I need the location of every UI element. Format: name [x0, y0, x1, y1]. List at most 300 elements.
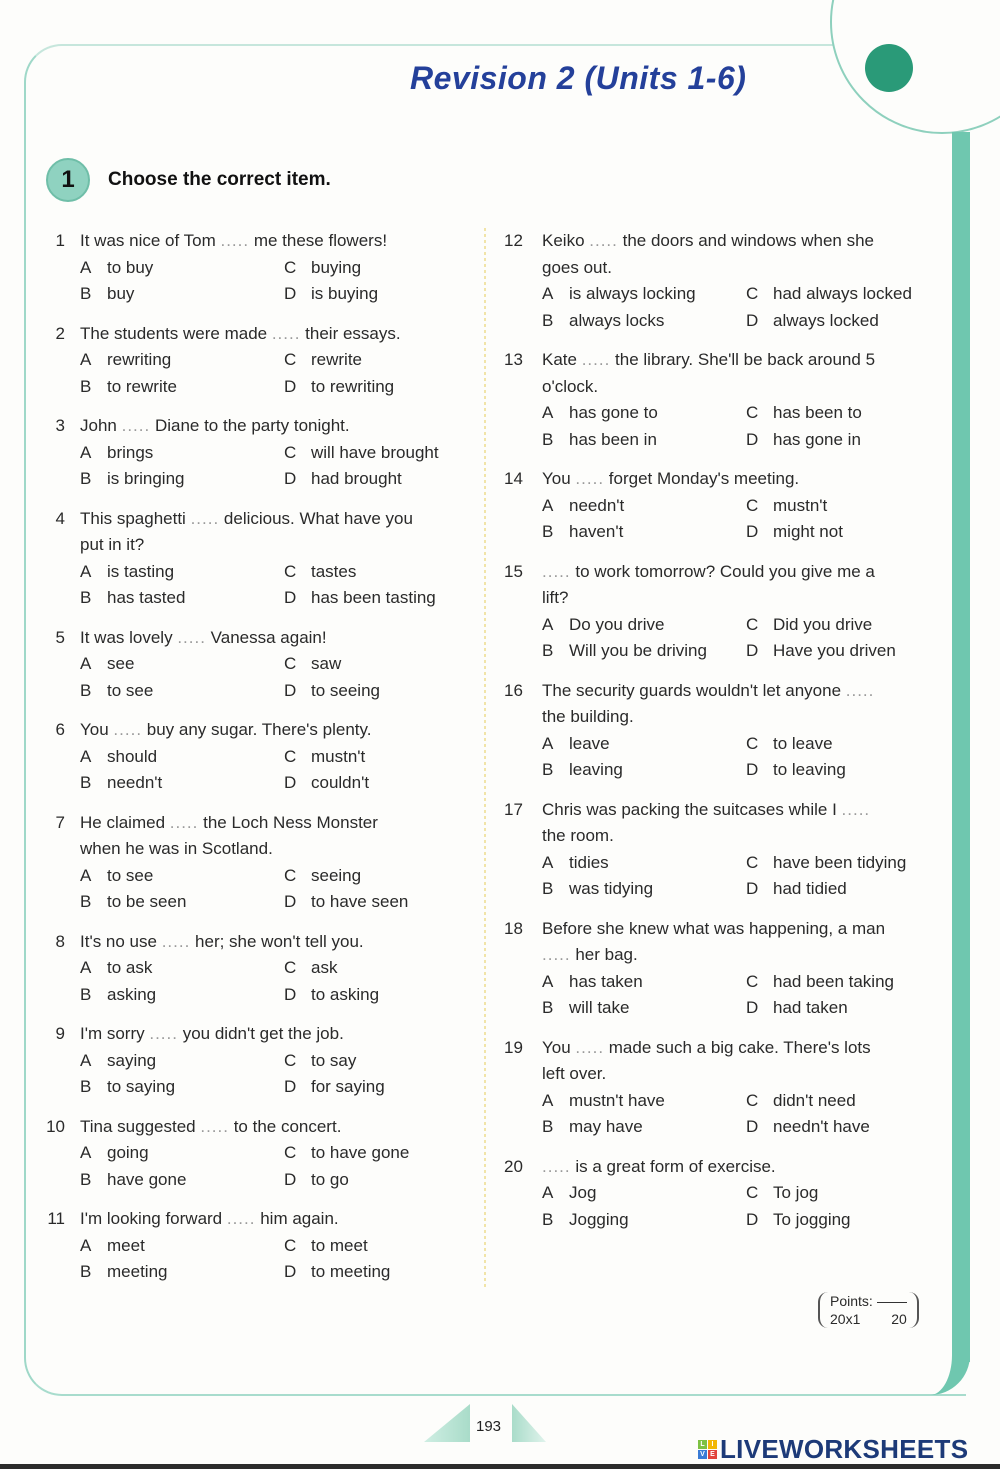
question-number: 17	[504, 799, 523, 819]
option-text: have gone	[107, 1169, 187, 1189]
option-d[interactable]	[284, 281, 466, 308]
question-text-before: You	[542, 469, 576, 488]
option-c[interactable]	[284, 955, 466, 982]
option-c[interactable]	[284, 255, 466, 282]
option-letter: C	[284, 746, 297, 766]
option-d[interactable]	[284, 1259, 466, 1286]
option-letter: A	[80, 958, 92, 977]
option-b[interactable]	[542, 308, 746, 335]
option-d[interactable]	[284, 889, 466, 916]
question-text	[80, 717, 371, 744]
question-item	[504, 1154, 934, 1234]
option-a[interactable]	[80, 255, 284, 282]
question-text-wrap: o'clock.	[542, 376, 599, 396]
option-letter: B	[542, 760, 554, 779]
option-a[interactable]	[542, 400, 746, 427]
option-a[interactable]	[542, 850, 746, 877]
question-text-after: her bag.	[570, 945, 638, 964]
option-c[interactable]	[746, 850, 934, 877]
question-number: 8	[55, 931, 65, 951]
option-text: to meet	[311, 1235, 368, 1255]
option-text: Do you drive	[569, 614, 665, 634]
option-b[interactable]	[80, 982, 284, 1009]
option-text: To jogging	[773, 1209, 851, 1229]
option-text: tidies	[569, 852, 609, 872]
answer-blank[interactable]: .....	[542, 561, 571, 581]
option-letter: C	[746, 495, 759, 515]
option-b[interactable]	[542, 427, 746, 454]
option-letter: D	[284, 984, 297, 1004]
question-number: 18	[504, 918, 523, 938]
option-text: to rewrite	[107, 376, 177, 396]
option-d[interactable]	[746, 757, 934, 784]
option-d[interactable]	[284, 678, 466, 705]
option-letter: D	[284, 376, 297, 396]
option-c[interactable]	[746, 731, 934, 758]
option-letter: C	[746, 403, 759, 422]
answer-blank[interactable]: .....	[121, 416, 151, 435]
question-text	[542, 466, 799, 493]
option-c[interactable]	[746, 1088, 934, 1115]
option-text: to seeing	[311, 680, 380, 700]
option-c[interactable]	[284, 863, 466, 890]
option-letter: B	[80, 984, 92, 1004]
option-b[interactable]	[80, 585, 284, 612]
option-text: needn't	[107, 773, 163, 792]
option-letter: A	[80, 350, 92, 369]
question-stem	[504, 797, 934, 824]
option-letter: B	[80, 376, 92, 396]
answer-options	[46, 440, 466, 493]
option-letter: A	[542, 1183, 554, 1202]
question-text	[542, 1035, 871, 1062]
option-c[interactable]	[284, 1233, 466, 1260]
answer-blank[interactable]: .....	[542, 1156, 571, 1176]
option-c[interactable]	[746, 400, 934, 427]
option-c[interactable]	[746, 281, 934, 308]
question-text-after: buy any sugar. There's plenty.	[142, 720, 372, 739]
answer-options	[46, 1048, 466, 1101]
exercise-number-badge: 1	[46, 158, 90, 202]
option-letter: B	[80, 1262, 92, 1281]
question-stem	[504, 559, 934, 586]
answer-options	[504, 493, 934, 546]
option-c[interactable]	[284, 440, 466, 467]
option-d[interactable]	[284, 770, 466, 797]
option-b[interactable]	[542, 1114, 746, 1141]
question-text-wrap: when he was in Scotland.	[80, 839, 273, 858]
question-stem	[504, 347, 934, 374]
question-item	[46, 228, 466, 308]
option-a[interactable]	[80, 1140, 284, 1167]
exercise-instruction: Choose the correct item.	[108, 169, 331, 190]
option-text: saying	[107, 1050, 157, 1070]
answer-blank[interactable]: .....	[169, 812, 199, 832]
answer-blank[interactable]: .....	[190, 508, 220, 528]
option-a[interactable]	[80, 559, 284, 586]
option-letter: C	[746, 733, 759, 753]
question-text	[80, 625, 327, 652]
option-a[interactable]	[80, 1048, 284, 1075]
option-a[interactable]	[80, 744, 284, 771]
option-b[interactable]	[80, 1167, 284, 1194]
answer-options	[46, 955, 466, 1008]
option-text: has tasted	[107, 588, 186, 607]
question-number: 7	[55, 812, 65, 832]
answer-options	[46, 651, 466, 704]
option-letter: C	[284, 1235, 297, 1255]
option-c[interactable]	[284, 1140, 466, 1167]
question-number: 2	[55, 323, 65, 343]
question-text-continued	[504, 585, 934, 612]
question-text-before: Chris was packing the suitcases while I	[542, 799, 842, 819]
option-letter: B	[542, 429, 554, 449]
option-letter: A	[542, 852, 554, 872]
question-item	[504, 347, 934, 453]
answer-blank[interactable]: .....	[589, 231, 618, 250]
question-number: 12	[504, 231, 523, 250]
question-text-after: the doors and windows when she	[617, 231, 874, 250]
option-b[interactable]	[542, 757, 746, 784]
question-text-after: delicious. What have you	[219, 508, 413, 528]
question-text-before: It's no use	[80, 931, 162, 951]
question-text-before: It was nice of Tom	[80, 231, 221, 250]
option-letter: B	[542, 1209, 554, 1229]
question-stem	[46, 228, 466, 255]
question-number: 4	[55, 508, 65, 528]
answer-blank[interactable]: .....	[841, 799, 871, 819]
question-text-continued	[504, 1061, 934, 1088]
option-letter: D	[284, 1077, 297, 1096]
option-text: to saying	[107, 1077, 176, 1096]
option-text: might not	[773, 522, 843, 541]
question-text	[80, 1206, 339, 1233]
question-item	[46, 1206, 466, 1286]
answer-options	[504, 400, 934, 453]
option-text: going	[107, 1143, 149, 1162]
question-text	[542, 228, 874, 255]
question-text	[80, 810, 378, 837]
option-a[interactable]	[542, 969, 746, 996]
option-letter: D	[746, 1209, 759, 1229]
option-text: to see	[107, 680, 154, 700]
question-item	[46, 625, 466, 705]
option-text: had tidied	[773, 879, 847, 898]
option-a[interactable]	[542, 493, 746, 520]
option-text: haven't	[569, 522, 624, 541]
option-a[interactable]	[80, 955, 284, 982]
option-a[interactable]	[80, 1233, 284, 1260]
option-a[interactable]	[542, 1180, 746, 1207]
option-a[interactable]	[80, 651, 284, 678]
question-stem	[504, 916, 934, 943]
question-text-after: him again.	[255, 1209, 339, 1228]
option-b[interactable]	[542, 638, 746, 665]
answer-blank[interactable]: .....	[149, 1024, 178, 1043]
question-text-before: I'm looking forward	[80, 1209, 227, 1228]
answer-blank[interactable]: .....	[845, 680, 875, 700]
option-letter: B	[542, 879, 554, 898]
question-number: 5	[55, 627, 65, 647]
option-d[interactable]	[746, 995, 934, 1022]
answer-blank[interactable]: .....	[542, 945, 571, 964]
answer-blank[interactable]: .....	[113, 720, 143, 739]
option-a[interactable]	[80, 440, 284, 467]
option-text: needn't have	[773, 1117, 870, 1136]
question-stem	[504, 1154, 934, 1181]
question-text-before: I'm sorry	[80, 1024, 150, 1043]
question-text-continued	[46, 532, 466, 559]
question-text-before: He claimed	[80, 812, 170, 832]
option-letter: C	[284, 865, 297, 885]
option-a[interactable]	[542, 612, 746, 639]
option-letter: A	[80, 257, 92, 277]
option-text: to leaving	[773, 760, 846, 779]
option-c[interactable]	[284, 347, 466, 374]
option-text: seeing	[311, 865, 362, 885]
option-d[interactable]	[284, 982, 466, 1009]
question-item	[504, 1035, 934, 1141]
answer-options	[504, 731, 934, 784]
question-text-before: The security guards wouldn't let anyone	[542, 680, 846, 700]
option-letter: A	[542, 403, 554, 422]
question-text-after: Vanessa again!	[205, 627, 327, 647]
answer-blank[interactable]: .....	[581, 350, 611, 369]
option-letter: C	[746, 1183, 759, 1202]
answer-options	[46, 863, 466, 916]
option-b[interactable]	[80, 770, 284, 797]
option-letter: D	[284, 588, 297, 607]
option-c[interactable]	[746, 969, 934, 996]
answer-options	[504, 1088, 934, 1141]
option-b[interactable]	[80, 374, 284, 401]
option-text: had been taking	[773, 971, 894, 991]
question-item	[46, 1114, 466, 1194]
option-a[interactable]	[80, 863, 284, 890]
question-text-after: her; she won't tell you.	[190, 931, 364, 951]
option-d[interactable]	[284, 585, 466, 612]
option-letter: B	[542, 310, 554, 330]
question-text-after: to the concert.	[228, 1116, 342, 1136]
question-item	[46, 321, 466, 401]
question-text-before: Kate	[542, 350, 582, 369]
option-letter: A	[80, 561, 92, 581]
option-text: was tidying	[569, 879, 654, 898]
option-b[interactable]	[542, 876, 746, 903]
answer-blank[interactable]: .....	[575, 1037, 605, 1057]
question-stem	[46, 717, 466, 744]
option-letter: B	[80, 892, 92, 911]
option-c[interactable]	[746, 612, 934, 639]
option-c[interactable]	[284, 744, 466, 771]
question-text-before: Tina suggested	[80, 1116, 201, 1136]
option-letter: D	[746, 429, 759, 449]
logo-tile: I	[708, 1440, 717, 1449]
option-c[interactable]	[746, 493, 934, 520]
question-text-before: You	[542, 1037, 576, 1057]
question-text	[542, 559, 875, 586]
question-number: 1	[55, 231, 65, 250]
option-text: is tasting	[107, 561, 175, 581]
option-text: brings	[107, 442, 154, 462]
option-text: had brought	[311, 469, 402, 488]
option-d[interactable]	[284, 466, 466, 493]
option-c[interactable]	[746, 1180, 934, 1207]
option-text: to leave	[773, 733, 833, 753]
option-letter: C	[284, 654, 297, 673]
option-a[interactable]	[542, 731, 746, 758]
option-text: Jog	[569, 1183, 597, 1202]
option-letter: A	[542, 284, 554, 303]
option-text: mustn't have	[569, 1090, 665, 1110]
question-stem	[46, 506, 466, 533]
question-text	[80, 1114, 341, 1141]
question-text-wrap: the building.	[542, 707, 634, 726]
option-b[interactable]	[80, 281, 284, 308]
option-text: have been tidying	[773, 852, 907, 872]
question-item	[504, 559, 934, 665]
option-text: Jogging	[569, 1209, 629, 1229]
option-a[interactable]	[542, 1088, 746, 1115]
option-text: to see	[107, 865, 154, 885]
option-d[interactable]	[746, 1207, 934, 1234]
answer-blank[interactable]: .....	[226, 1209, 256, 1228]
option-d[interactable]	[284, 1167, 466, 1194]
question-number: 13	[504, 350, 523, 369]
column-divider	[484, 228, 486, 1288]
option-text: had taken	[773, 998, 848, 1017]
option-c[interactable]	[284, 651, 466, 678]
answer-blank[interactable]: .....	[220, 231, 250, 250]
option-letter: D	[284, 680, 297, 700]
option-b[interactable]	[542, 995, 746, 1022]
question-text	[80, 321, 401, 348]
option-letter: D	[284, 1169, 297, 1189]
option-letter: D	[746, 641, 759, 660]
question-text-wrap: goes out.	[542, 257, 612, 277]
option-d[interactable]	[284, 374, 466, 401]
question-item	[504, 228, 934, 334]
option-b[interactable]	[80, 1259, 284, 1286]
question-stem	[46, 929, 466, 956]
question-text-wrap: put in it?	[80, 535, 145, 554]
question-text-before: The students were made	[80, 323, 272, 343]
answer-options	[46, 347, 466, 400]
points-score-line[interactable]	[877, 1302, 907, 1303]
option-a[interactable]	[542, 281, 746, 308]
option-d[interactable]	[746, 1114, 934, 1141]
option-d[interactable]	[746, 519, 934, 546]
option-text: mustn't	[311, 746, 366, 766]
option-b[interactable]	[80, 1074, 284, 1101]
option-d[interactable]	[746, 427, 934, 454]
question-number: 10	[46, 1116, 65, 1136]
option-letter: D	[284, 469, 297, 488]
option-d[interactable]	[746, 876, 934, 903]
option-text: is always locking	[569, 284, 696, 303]
option-letter: A	[80, 865, 92, 885]
option-text: to meeting	[311, 1262, 391, 1281]
answer-blank[interactable]: .....	[575, 469, 605, 488]
exercise-header	[46, 158, 331, 202]
answer-blank[interactable]: .....	[161, 931, 191, 951]
option-b[interactable]	[80, 466, 284, 493]
option-letter: C	[746, 284, 759, 303]
option-d[interactable]	[746, 308, 934, 335]
question-stem	[504, 1035, 934, 1062]
answer-options	[46, 1233, 466, 1286]
option-text: has been to	[773, 403, 862, 422]
option-text: Will you be driving	[569, 641, 707, 660]
option-c[interactable]	[284, 1048, 466, 1075]
brand-text: LIVEWORKSHEETS	[720, 1434, 969, 1464]
option-letter: A	[542, 733, 554, 753]
option-text: meeting	[107, 1262, 168, 1281]
option-text: needn't	[569, 495, 625, 515]
option-d[interactable]	[284, 1074, 466, 1101]
option-letter: A	[542, 971, 554, 991]
question-stem	[504, 678, 934, 705]
option-letter: C	[284, 958, 297, 977]
option-text: meet	[107, 1235, 145, 1255]
question-stem	[46, 1114, 466, 1141]
answer-blank[interactable]: .....	[200, 1116, 229, 1136]
option-b[interactable]	[80, 889, 284, 916]
question-stem	[46, 1206, 466, 1233]
option-text: tastes	[311, 561, 357, 581]
question-text	[542, 1154, 776, 1181]
option-d[interactable]	[746, 638, 934, 665]
option-text: to ask	[107, 958, 153, 977]
question-text-after: the library. She'll be back around 5	[610, 350, 876, 369]
points-formula: 20x1	[830, 1311, 861, 1327]
option-letter: C	[746, 614, 759, 634]
option-text: always locked	[773, 310, 879, 330]
option-letter: B	[80, 773, 92, 792]
question-text-continued	[504, 823, 934, 850]
option-text: to asking	[311, 984, 380, 1004]
option-letter: C	[284, 442, 297, 462]
option-letter: D	[746, 310, 759, 330]
question-stem	[46, 321, 466, 348]
answer-options	[504, 1180, 934, 1233]
option-letter: B	[80, 284, 92, 303]
option-a[interactable]	[80, 347, 284, 374]
option-letter: C	[746, 852, 759, 872]
option-text: to buy	[107, 257, 154, 277]
page-number-decoration-right	[512, 1404, 546, 1442]
question-text-after: you didn't get the job.	[177, 1024, 344, 1043]
answer-blank[interactable]: .....	[271, 323, 301, 343]
option-b[interactable]	[542, 519, 746, 546]
question-number: 14	[504, 469, 523, 488]
option-letter: B	[80, 588, 92, 607]
question-text-wrap: lift?	[542, 588, 569, 607]
option-b[interactable]	[542, 1207, 746, 1234]
option-text: will have brought	[311, 442, 439, 462]
option-b[interactable]	[80, 678, 284, 705]
option-letter: B	[542, 1117, 554, 1136]
option-letter: A	[80, 1143, 92, 1162]
question-text	[80, 1021, 344, 1048]
option-letter: C	[746, 1090, 759, 1110]
option-text: is bringing	[107, 469, 185, 488]
question-item	[504, 466, 934, 546]
answer-blank[interactable]: .....	[177, 627, 206, 647]
question-number: 16	[504, 680, 523, 700]
option-text: always locks	[569, 310, 665, 330]
option-c[interactable]	[284, 559, 466, 586]
